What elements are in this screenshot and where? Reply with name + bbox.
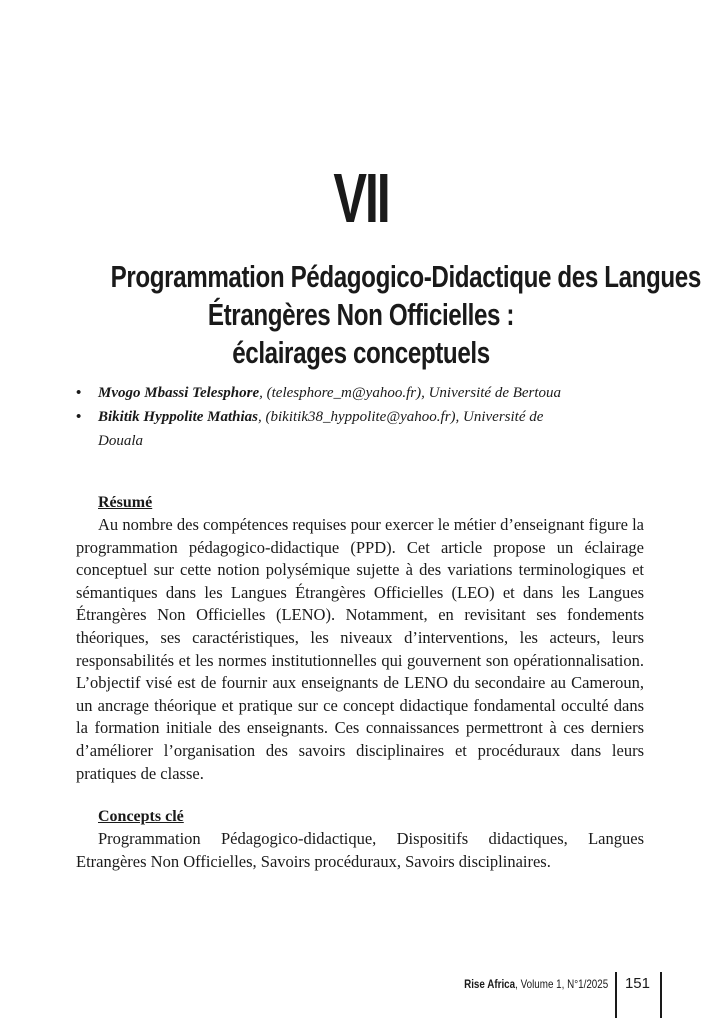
footer-right-rule — [660, 972, 662, 1018]
abstract-body: Au nombre des compétences requises pour exercer le métier d’enseignant figure la programmation pédagogico-didactique (PPD). Cet article propose un éclairage conceptuel sur cette notion polysémique sujette à des variations terminologiques et sémantiques dans les Langues Étrangères Officielles (LEO) et dans les Langues Étrangères Non Officielles (LENO). Notamment, en revisitant ses fondements théoriques, ses caractéristiques, les niveaux d’interventions, les acteurs, leurs responsabilités et les normes institutionnelles qui gouvernent son opérationnalisation. L’objectif visé est de fournir aux enseignants de LENO du secondaire au Cameroun, un ancrage théorique et pratique sur ce concept didactique fondamental occulté dans la formation initiale des enseignants. Ces connaissances permettront à ces derniers d’améliorer l’organisation des savoirs disciplinaires et procéduraux dans leurs pratiques de classe. — [76, 515, 644, 783]
title-line-2: Étrangères Non Officielles : — [207, 297, 515, 332]
author-name: Mvogo Mbassi Telesphore — [98, 385, 260, 401]
author-affiliation: , (bikitik38_hyppolite@yahoo.fr), Université de — [258, 409, 544, 425]
author-item — [76, 381, 656, 405]
author-item — [76, 405, 656, 453]
abstract-heading: Résumé — [98, 494, 153, 511]
chapter-number: VII — [333, 159, 389, 237]
author-affiliation: , (telesphore_m@yahoo.fr), Université de Bertoua — [259, 385, 562, 401]
abstract-section — [76, 492, 644, 785]
journal-issue: , Volume 1, N°1/2025 — [515, 977, 609, 991]
title-line-3: éclairages conceptuels — [232, 335, 490, 370]
bullet-icon: • — [76, 385, 82, 401]
article-title — [40, 258, 701, 372]
title-line-1: Programmation Pédagogico-Didactique des Langues — [110, 259, 701, 294]
keywords-section — [76, 806, 644, 873]
keywords-body: Programmation Pédagogico-didactique, Dispositifs didactiques, Langues Etrangères Non Officielles, Savoirs procéduraux, Savoirs disciplinaires. — [76, 829, 644, 871]
author-list — [76, 381, 656, 453]
journal-citation — [464, 972, 615, 992]
author-name: Bikitik Hyppolite Mathias — [98, 409, 259, 425]
author-affiliation-continued: Douala — [98, 433, 143, 449]
journal-name: Rise Africa — [464, 977, 516, 991]
page-number: 151 — [624, 975, 650, 992]
keywords-heading: Concepts clé — [98, 808, 184, 825]
bullet-icon: • — [76, 409, 82, 425]
page-footer — [431, 972, 662, 1008]
